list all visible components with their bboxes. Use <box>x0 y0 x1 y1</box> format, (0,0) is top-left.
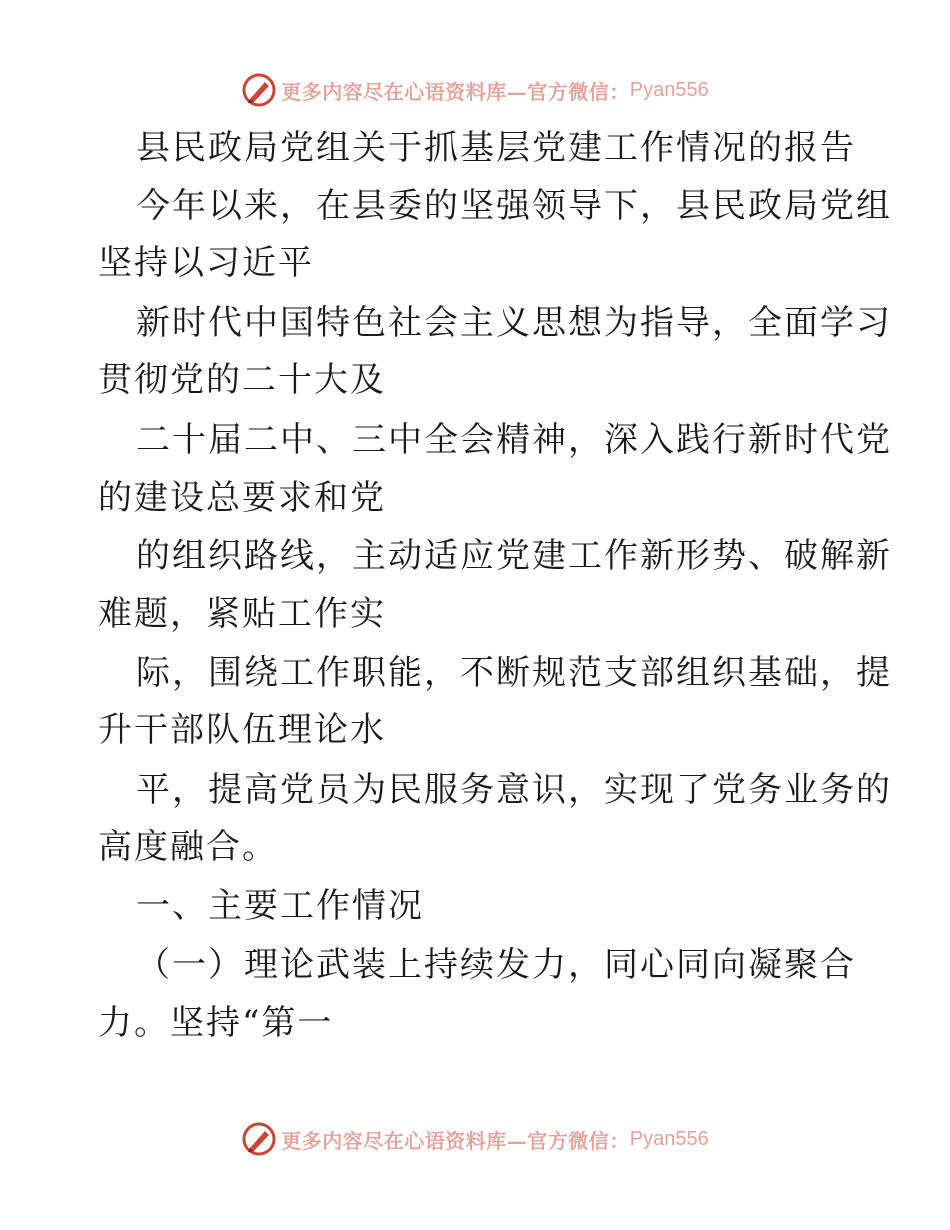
paragraph-line: 高度融合。 <box>98 827 278 867</box>
paragraph-line: 难题，紧贴工作实 <box>98 594 386 634</box>
section-heading: 一、主要工作情况 <box>136 886 424 926</box>
watermark-id: Pyan556 <box>629 1127 709 1150</box>
pen-logo-icon <box>241 72 277 108</box>
paragraph-line: 的组织路线，主动适应党建工作新形势、破解新 <box>136 536 892 576</box>
watermark-id: Pyan556 <box>629 78 709 101</box>
paragraph-line: 坚持以习近平 <box>98 243 314 283</box>
paragraph-line: 今年以来，在县委的坚强领导下，县民政局党组 <box>136 186 892 226</box>
paragraph-line: 平，提高党员为民服务意识，实现了党务业务的 <box>136 770 892 810</box>
paragraph-line: 的建设总要求和党 <box>98 478 386 518</box>
watermark-text: 更多内容尽在心语资料库—官方微信： <box>281 1128 630 1153</box>
paragraph-line: 贯彻党的二十大及 <box>98 360 386 400</box>
pen-logo-icon <box>241 1121 277 1157</box>
watermark-header <box>0 70 950 110</box>
paragraph-line: 力。坚持“第一 <box>98 1003 334 1043</box>
paragraph-line: 际，围绕工作职能，不断规范支部组织基础，提 <box>136 653 892 693</box>
paragraph-line: 新时代中国特色社会主义思想为指导，全面学习 <box>136 303 892 343</box>
paragraph-line: 升干部队伍理论水 <box>98 710 386 750</box>
subsection-heading: （一）理论武装上持续发力，同心同向凝聚合 <box>136 945 856 985</box>
watermark-footer <box>0 1119 950 1159</box>
document-title: 县民政局党组关于抓基层党建工作情况的报告 <box>136 128 856 168</box>
watermark-text: 更多内容尽在心语资料库—官方微信： <box>281 79 630 104</box>
paragraph-line: 二十届二中、三中全会精神，深入践行新时代党 <box>136 420 892 460</box>
